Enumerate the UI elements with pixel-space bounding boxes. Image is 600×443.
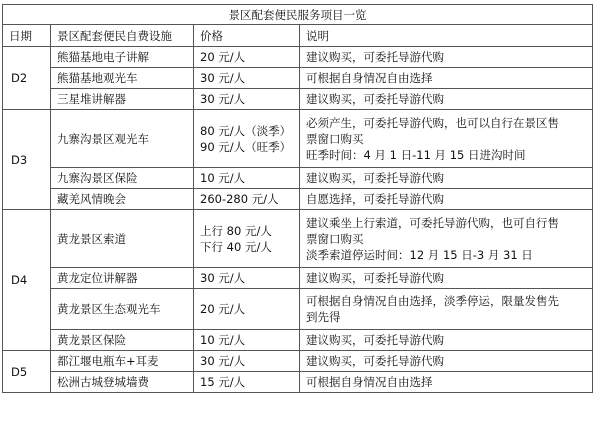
table-row xyxy=(3,89,593,110)
note-line: 票窗口购买 xyxy=(306,231,364,246)
price-line: 80 元/人（淡季） xyxy=(200,123,292,138)
day-cell: D2 xyxy=(3,47,51,110)
price-line: 10 元/人 xyxy=(200,333,246,347)
note-line: 建议购买，可委托导游代购 xyxy=(306,92,444,106)
note-cell xyxy=(300,210,593,268)
price-cell xyxy=(194,210,300,268)
table-body xyxy=(3,5,593,393)
note-line: 可根据自身情况自由选择 xyxy=(306,71,433,85)
header-price: 价格 xyxy=(194,25,300,47)
note-line: 旺季时间：4 月 1 日-11 月 15 日进沟时间 xyxy=(306,147,526,162)
facility-cell: 藏羌风情晚会 xyxy=(51,189,194,210)
note-cell xyxy=(300,68,593,89)
price-line: 30 元/人 xyxy=(200,271,246,285)
header-note: 说明 xyxy=(300,25,593,47)
note-line: 可根据自身情况自由选择 xyxy=(306,375,433,389)
price-line: 30 元/人 xyxy=(200,354,246,368)
facility-cell: 黄龙定位讲解器 xyxy=(51,268,194,289)
services-table xyxy=(2,4,593,393)
note-line: 可根据自身情况自由选择，淡季停运，限量发售先 xyxy=(306,294,559,308)
note-cell xyxy=(300,289,593,330)
price-line: 20 元/人 xyxy=(200,302,246,316)
facility-cell: 熊猫基地电子讲解 xyxy=(51,47,194,68)
note-line: 建议购买，可委托导游代购 xyxy=(306,171,444,185)
table-row xyxy=(3,47,593,68)
facility-cell: 熊猫基地观光车 xyxy=(51,68,194,89)
price-cell xyxy=(194,68,300,89)
price-line: 30 元/人 xyxy=(200,71,246,85)
table-row xyxy=(3,110,593,168)
note-cell xyxy=(300,89,593,110)
table-row xyxy=(3,168,593,189)
price-cell xyxy=(194,351,300,372)
note-cell xyxy=(300,110,593,168)
note-cell xyxy=(300,372,593,393)
note-line: 建议乘坐上行索道，可委托导游代购，也可自行售 xyxy=(306,215,559,230)
price-line: 90 元/人（旺季） xyxy=(200,139,292,154)
note-line: 建议购买，可委托导游代购 xyxy=(306,271,444,285)
day-cell: D3 xyxy=(3,110,51,210)
note-line: 建议购买，可委托导游代购 xyxy=(306,333,444,347)
header-facility: 景区配套便民自费设施 xyxy=(51,25,194,47)
note-line: 自愿选择，可委托导游代购 xyxy=(306,192,444,206)
price-line: 10 元/人 xyxy=(200,171,246,185)
note-cell xyxy=(300,168,593,189)
day-cell: D5 xyxy=(3,351,51,393)
facility-cell: 九寨沟景区保险 xyxy=(51,168,194,189)
note-line: 淡季索道停运时间：12 月 15 日-3 月 31 日 xyxy=(306,247,533,262)
facility-cell: 三星堆讲解器 xyxy=(51,89,194,110)
facility-cell: 九寨沟景区观光车 xyxy=(51,110,194,168)
price-line: 30 元/人 xyxy=(200,92,246,106)
facility-cell: 都江堰电瓶车+耳麦 xyxy=(51,351,194,372)
facility-cell: 松洲古城登城墙费 xyxy=(51,372,194,393)
note-line: 到先得 xyxy=(306,310,341,324)
price-cell xyxy=(194,189,300,210)
note-cell xyxy=(300,351,593,372)
header-row xyxy=(3,25,593,47)
note-cell xyxy=(300,47,593,68)
price-line: 260-280 元/人 xyxy=(200,192,279,206)
price-line: 20 元/人 xyxy=(200,50,246,64)
note-line: 建议购买，可委托导游代购 xyxy=(306,50,444,64)
table-row xyxy=(3,68,593,89)
price-line: 下行 40 元/人 xyxy=(200,239,272,254)
facility-cell: 黄龙景区生态观光车 xyxy=(51,289,194,330)
table-row xyxy=(3,351,593,372)
table-row xyxy=(3,210,593,268)
table-row xyxy=(3,330,593,351)
price-cell xyxy=(194,110,300,168)
table-row xyxy=(3,372,593,393)
price-cell xyxy=(194,89,300,110)
note-cell xyxy=(300,189,593,210)
note-line: 票窗口购买 xyxy=(306,131,364,146)
price-cell xyxy=(194,47,300,68)
price-line: 上行 80 元/人 xyxy=(200,223,272,238)
table-title: 景区配套便民服务项目一览 xyxy=(3,5,593,25)
note-line: 建议购买，可委托导游代购 xyxy=(306,354,444,368)
day-cell: D4 xyxy=(3,210,51,351)
table-row xyxy=(3,289,593,330)
facility-cell: 黄龙景区保险 xyxy=(51,330,194,351)
price-line: 15 元/人 xyxy=(200,375,246,389)
table-row xyxy=(3,189,593,210)
price-cell xyxy=(194,372,300,393)
price-cell xyxy=(194,330,300,351)
note-cell xyxy=(300,330,593,351)
header-date: 日期 xyxy=(3,25,51,47)
price-cell xyxy=(194,268,300,289)
note-line: 必须产生，可委托导游代购，也可以自行在景区售 xyxy=(306,115,559,130)
table-row xyxy=(3,268,593,289)
note-cell xyxy=(300,268,593,289)
price-cell xyxy=(194,289,300,330)
price-cell xyxy=(194,168,300,189)
facility-cell: 黄龙景区索道 xyxy=(51,210,194,268)
